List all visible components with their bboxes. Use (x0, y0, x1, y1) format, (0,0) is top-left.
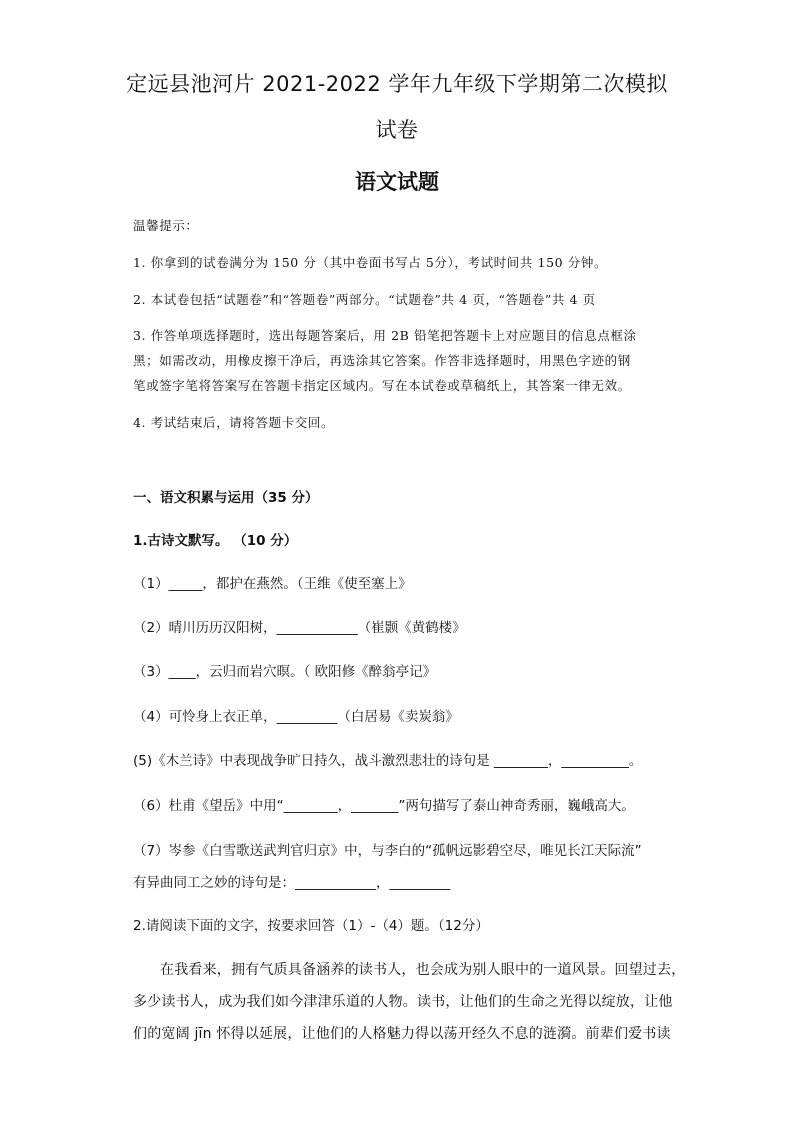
passage-line: 多少读书人，成为我们如今津津乐道的人物。读书，让他们的生命之光得以绽放，让他 (133, 994, 673, 1010)
exam-title-continuation: 试卷 (375, 118, 419, 142)
passage-line: 们的宽阔 jīn 怀得以延展，让他们的人格魅力得以荡开经久不息的涟漪。前辈们爱书读 (133, 1026, 671, 1042)
question-1-item: （6）杜甫《望岳》中用“________，_______”两句描写了泰山神奇秀丽，巍峨高大。 (133, 798, 635, 814)
question-1-item: （2）晴川历历汉阳树，____________（崔颢《黄鹤楼》 (133, 620, 466, 636)
question-1-item: （3）____，云归而岩穴暝。（ 欧阳修《醉翁亭记》 (133, 664, 437, 680)
passage-line: 在我看来，拥有气质具备涵养的读书人，也会成为别人眼中的一道风景。回望过去， (160, 962, 686, 978)
subject-title: 语文试题 (355, 170, 439, 194)
instruction-item-2: 2. 本试卷包括“试题卷”和“答题卷”两部分。“试题卷”共 4 页，“答题卷”共 4 页 (133, 292, 596, 307)
question-1-item: 有异曲同工之妙的诗句是：____________，_________ (133, 875, 451, 891)
section-heading: 一、语文积累与运用（35 分） (133, 490, 319, 506)
instruction-item-1: 1. 你拿到的试卷满分为 150 分（其中卷面书写占 5分），考试时间共 150 分钟。 (133, 255, 608, 270)
instruction-item-3-line-3: 笔或签字笔将答案写在答题卡指定区域内。写在本试卷或草稿纸上，其答案一律无效。 (133, 378, 631, 393)
question-2-title: 2.请阅读下面的文字，按要求回答（1）-（4）题。（12分） (133, 918, 489, 934)
question-1-item: (5)《木兰诗》中表现战争旷日持久，战斗激烈悲壮的诗句是 ________，__________。 (133, 753, 643, 769)
instruction-item-4: 4. 考试结束后，请将答题卡交回。 (133, 415, 335, 430)
question-1-title: 1.古诗文默写。 （10 分） (133, 533, 298, 549)
instruction-item-3-line-1: 3. 作答单项选择题时，选出每题答案后，用 2B 铅笔把答题卡上对应题目的信息点框涂 (133, 328, 637, 343)
instruction-item-3-line-2: 黑；如需改动，用橡皮擦干净后，再选涂其它答案。作答非选择题时，用黑色字迹的钢 (133, 353, 631, 368)
question-1-item: （4）可怜身上衣正单，_________（白居易《卖炭翁》 (133, 709, 459, 725)
question-1-item: （7）岑参《白雪歌送武判官归京》中，与李白的“孤帆远影碧空尽，唯见长江天际流” (133, 843, 642, 859)
instructions-heading: 温馨提示： (133, 218, 199, 233)
exam-title: 定远县池河片 2021-2022 学年九年级下学期第二次模拟 (126, 72, 668, 96)
question-1-item: （1）_____，都护在燕然。（王维《使至塞上》 (133, 576, 412, 592)
